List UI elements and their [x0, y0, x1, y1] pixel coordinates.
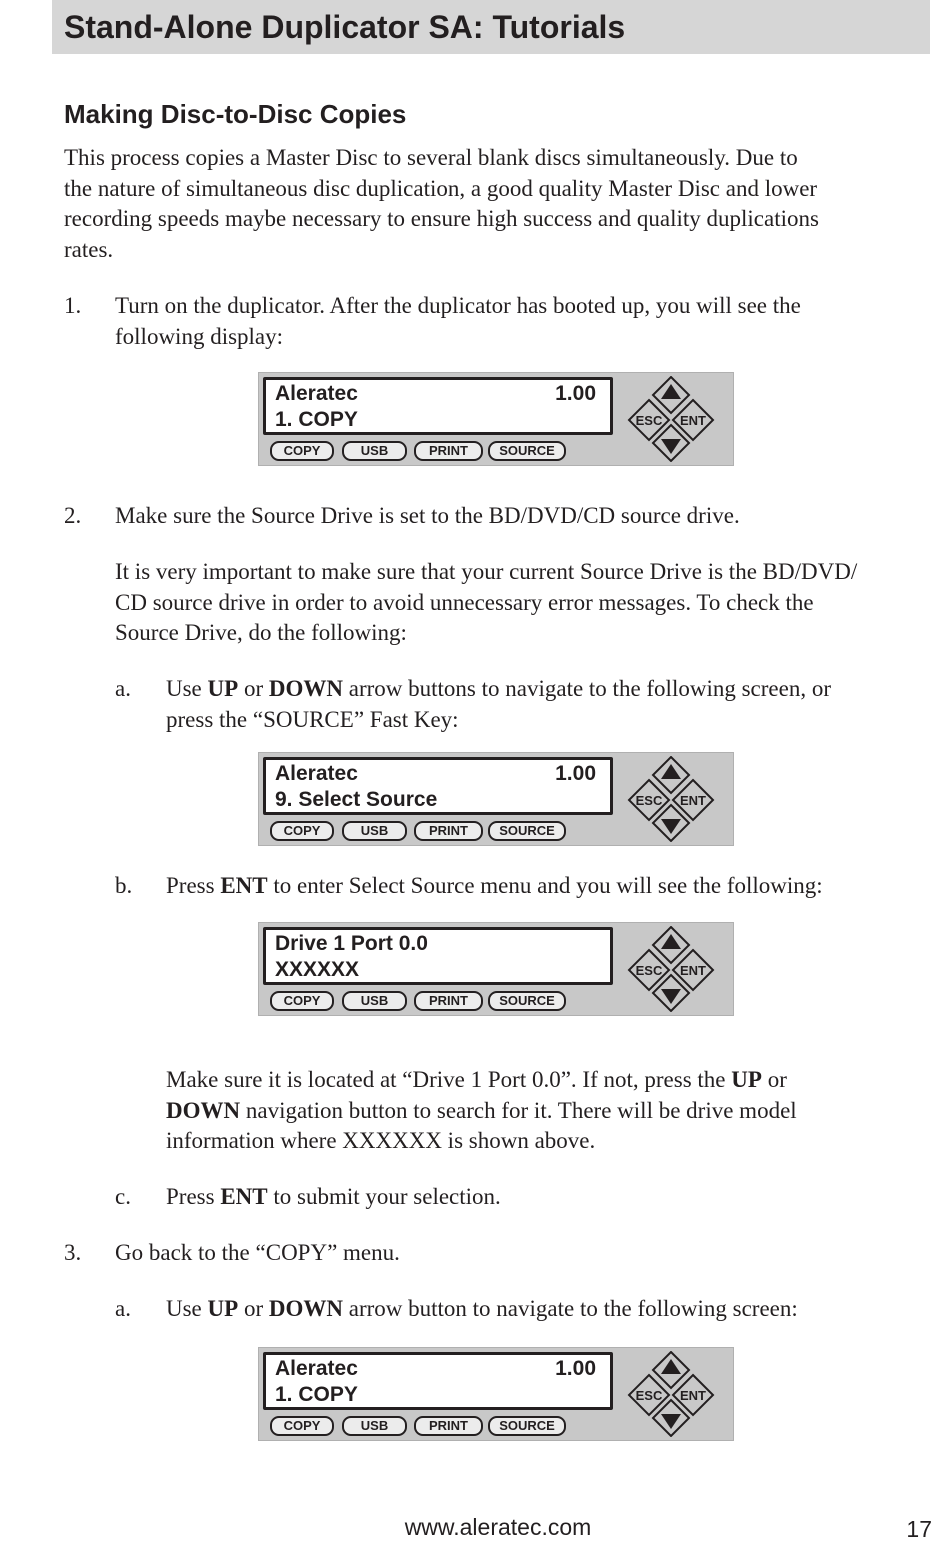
lcd-version: 1.00: [555, 382, 596, 405]
key-name: DOWN: [268, 676, 343, 701]
fast-key-print-button[interactable]: PRINT: [414, 1416, 483, 1436]
lcd-line-1: Aleratec: [275, 382, 358, 405]
ent-label: ENT: [680, 413, 706, 428]
step3-text: Go back to the “COPY” menu.: [115, 1240, 400, 1265]
lcd-line-2: 9. Select Source: [275, 788, 438, 811]
step2b-text: [166, 871, 823, 902]
substep-label: a.: [115, 676, 131, 701]
lcd-panel: [258, 1347, 734, 1441]
fast-key-copy-button[interactable]: COPY: [270, 821, 334, 841]
fast-key-print-button[interactable]: PRINT: [414, 821, 483, 841]
substep-label: c.: [115, 1184, 131, 1209]
lcd-line-1: Aleratec: [275, 1357, 358, 1380]
intro-line: rates.: [64, 236, 114, 262]
step2a-text: [166, 674, 831, 735]
navigation-pad: [627, 1351, 715, 1437]
up-arrow-icon[interactable]: [653, 927, 689, 963]
note-line: Source Drive, do the following:: [115, 620, 407, 646]
text-run: to enter Select Source menu and you will see the following:: [267, 873, 823, 898]
text-run: Use: [166, 676, 208, 701]
text-run: Make sure it is located at “Drive 1 Port 0.0”. If not, press the: [166, 1067, 732, 1092]
note-line: CD source drive in order to avoid unnecessary error messages. To check the: [115, 589, 814, 615]
footer-url: www.aleratec.com: [404, 1514, 592, 1540]
fast-key-usb-button[interactable]: USB: [342, 1416, 407, 1436]
key-name: UP: [207, 676, 239, 701]
step-number: 1.: [64, 293, 82, 318]
lcd-screen: [263, 927, 613, 985]
ent-label: ENT: [680, 1388, 706, 1403]
lcd-panel: [258, 372, 734, 466]
text-run: Press: [166, 873, 221, 898]
fast-key-source-button[interactable]: SOURCE: [488, 821, 566, 841]
text-run: arrow buttons to navigate to the following screen, or: [343, 676, 831, 701]
step1-line: following display:: [115, 323, 284, 349]
step3a-text: [166, 1294, 798, 1325]
lcd-line-1: Aleratec: [275, 762, 358, 785]
up-arrow-icon[interactable]: [653, 377, 689, 413]
key-name: ENT: [220, 873, 268, 898]
navigation-pad: [627, 756, 715, 842]
fast-key-print-button[interactable]: PRINT: [414, 441, 483, 461]
page-number: 17: [906, 1516, 932, 1542]
lcd-panel: [258, 752, 734, 846]
esc-label: ESC: [635, 963, 663, 978]
header-bar: [52, 0, 930, 54]
esc-label: ESC: [635, 413, 663, 428]
fast-key-source-button[interactable]: SOURCE: [488, 991, 566, 1011]
text-run: arrow button to navigate to the following screen:: [343, 1296, 798, 1321]
text-run: Use: [166, 1296, 208, 1321]
step1-line: Turn on the duplicator. After the duplicator has booted up, you will see the: [115, 293, 801, 318]
section-title: Making Disc-to-Disc Copies: [64, 99, 407, 129]
fast-key-source-button[interactable]: SOURCE: [488, 441, 566, 461]
lcd-screen: [263, 377, 613, 435]
step2-text: Make sure the Source Drive is set to the BD/DVD/CD source drive.: [115, 503, 740, 528]
up-arrow-icon[interactable]: [653, 1352, 689, 1388]
key-name: DOWN: [166, 1097, 241, 1123]
step-number: 3.: [64, 1240, 82, 1265]
step1-text: [115, 291, 801, 352]
lcd-screen: [263, 1352, 613, 1410]
esc-label: ESC: [635, 1388, 663, 1403]
step2-note: [115, 557, 857, 649]
text-run: or: [238, 676, 269, 701]
text-run: Press: [166, 1184, 221, 1209]
fast-key-copy-button[interactable]: COPY: [270, 1416, 334, 1436]
lcd-version: 1.00: [555, 762, 596, 785]
text-run: or: [238, 1296, 269, 1321]
fast-key-copy-button[interactable]: COPY: [270, 441, 334, 461]
lcd-line-2: 1. COPY: [275, 408, 358, 431]
text-run: or: [761, 1067, 787, 1092]
lcd-line-2: XXXXXX: [275, 958, 360, 981]
fast-key-usb-button[interactable]: USB: [342, 441, 407, 461]
intro-paragraph: [64, 143, 819, 265]
up-arrow-icon[interactable]: [653, 757, 689, 793]
text-run: navigation button to search for it. There will be drive model: [240, 1097, 797, 1123]
substep-label: b.: [115, 873, 133, 898]
fast-key-source-button[interactable]: SOURCE: [488, 1416, 566, 1436]
intro-line: This process copies a Master Disc to several blank discs simultaneously. Due to: [64, 145, 798, 170]
step2c-text: [166, 1182, 501, 1213]
intro-line: recording speeds maybe necessary to ensure high success and quality duplications: [64, 206, 819, 232]
fast-key-usb-button[interactable]: USB: [342, 821, 407, 841]
fast-key-copy-button[interactable]: COPY: [270, 991, 334, 1011]
step-number: 2.: [64, 503, 82, 528]
substep-label: a.: [115, 1296, 131, 1321]
lcd-line-2: 1. COPY: [275, 1383, 358, 1406]
ent-label: ENT: [680, 963, 706, 978]
lcd-line-1: Drive 1 Port 0.0: [275, 932, 428, 955]
text-run: press the “SOURCE” Fast Key:: [166, 706, 459, 732]
text-run: to submit your selection.: [267, 1184, 501, 1209]
text-run: information where XXXXXX is shown above.: [166, 1128, 596, 1154]
esc-label: ESC: [635, 793, 663, 808]
lcd-version: 1.00: [555, 1357, 596, 1380]
drive-check-text: [166, 1065, 797, 1157]
page-title: Stand-Alone Duplicator SA: Tutorials: [64, 9, 626, 45]
key-name: ENT: [220, 1184, 268, 1209]
lcd-screen: [263, 757, 613, 815]
fast-key-usb-button[interactable]: USB: [342, 991, 407, 1011]
fast-key-print-button[interactable]: PRINT: [414, 991, 483, 1011]
navigation-pad: [627, 926, 715, 1012]
key-name: UP: [207, 1296, 239, 1321]
note-line: It is very important to make sure that your current Source Drive is the BD/DVD/: [115, 559, 858, 584]
lcd-panel: [258, 922, 734, 1016]
ent-label: ENT: [680, 793, 706, 808]
key-name: DOWN: [268, 1296, 343, 1321]
navigation-pad: [627, 376, 715, 462]
intro-line: the nature of simultaneous disc duplication, a good quality Master Disc and lower: [64, 175, 818, 201]
key-name: UP: [731, 1067, 762, 1092]
